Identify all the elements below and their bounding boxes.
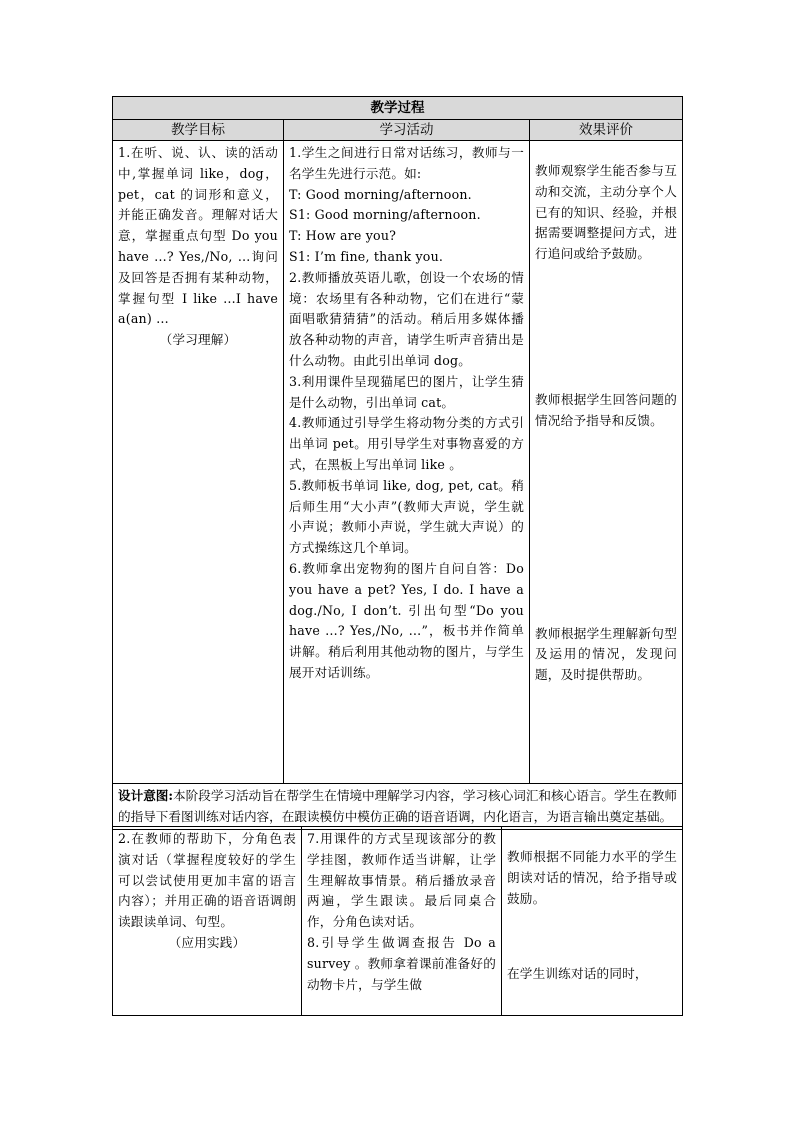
- dialogue-line: S1: Good morning/afternoon.: [289, 207, 481, 223]
- goal-text: 1.在听、说、认、读的活动中,掌握单词 like，dog，pet，cat 的词形和意义，并能正确发音。理解对话大意，掌握重点句型 Do you have …? Yes,/No, …询问及回答是否拥有某种动物，掌握句型 I like …I have a(an) …: [118, 145, 278, 327]
- evaluation-item: 教师观察学生能否参与互动和交流，主动分享个人已有的知识、经验，并根据需要调整提问方式，进行追问或给予鼓励。: [535, 163, 678, 262]
- evaluation-cell: [530, 141, 683, 784]
- goal-cell: [113, 141, 284, 784]
- header-activity: 学习活动: [284, 120, 530, 141]
- evaluation-item: 教师根据不同能力水平的学生朗读对话的情况，给予指导或鼓励。: [507, 849, 677, 906]
- activity-item: 7.用课件的方式呈现该部分的教学挂图，教师作适当讲解，让学生理解故事情景。稍后播放录音两遍，学生跟读。最后同桌合作，分角色读对话。: [307, 831, 496, 930]
- table-title: 教学过程: [113, 97, 683, 120]
- teaching-process-table-2: [112, 826, 683, 1016]
- activity-item: 6.教师拿出宠物狗的图片自问自答：Do you have a pet? Yes, I do. I have a dog./No, I don’t. 引出句型“Do you have …? Yes,/No, …”，板书并作简单讲解。稍后利用其他动物的图片，与学生展开对话训练。: [289, 560, 524, 680]
- dialogue-line: T: Good morning/afternoon.: [289, 186, 472, 202]
- goal-tag-2: （应用实践）: [168, 934, 246, 950]
- goal-cell-2: [113, 827, 302, 1016]
- dialogue-line: T: How are you?: [289, 228, 397, 244]
- activity-item: 5.教师板书单词 like, dog, pet, cat。稍后师生用“大小声”(教师大声说，学生就小声说；教师小声说，学生就大声说）的方式操练这几个单词。: [289, 477, 524, 556]
- evaluation-cell-2: [502, 827, 683, 1016]
- activity-item: 2.教师播放英语儿歌，创设一个农场的情境：农场里有各种动物，它们在进行“蒙面唱歌猜猜猜”的活动。稍后用多媒体播放各种动物的声音，请学生听声音猜出是什么动物。由此引出单词 dog。: [289, 269, 524, 368]
- goal-tag: （学习理解）: [159, 332, 237, 348]
- activity-item: 8.引导学生做调查报告 Do a survey 。教师拿着课前准备好的动物卡片，与学生做: [307, 934, 496, 992]
- header-goal: 教学目标: [113, 120, 284, 141]
- evaluation-item: 教师根据学生理解新句型及运用的情况，发现问题，及时提供帮助。: [535, 625, 678, 683]
- activity-item: 4.教师通过引导学生将动物分类的方式引出单词 pet。用引导学生对事物喜爱的方式，在黑板上写出单词 like 。: [289, 415, 524, 472]
- evaluation-item: 教师根据学生回答问题的情况给予指导和反馈。: [535, 391, 678, 428]
- header-evaluation: 效果评价: [530, 120, 683, 141]
- dialogue-line: S1: I’m fine, thank you.: [289, 248, 444, 264]
- goal-text-2: 2.在教师的帮助下，分角色表演对话（掌握程度较好的学生可以尝试使用更加丰富的语言内容）；并用正确的语音语调朗读跟读单词、句型。: [118, 831, 296, 930]
- teaching-process-table: [112, 96, 683, 830]
- design-intent-text: 本阶段学习活动旨在帮学生在情境中理解学习内容，学习核心词汇和核心语言。学生在教师的指导下看图训练对话内容，在跟读模仿中模仿正确的语音语调，内化语言，为语言输出奠定基础。: [118, 788, 678, 824]
- design-intent-label: 设计意图:: [118, 788, 174, 803]
- activity-cell: [284, 141, 530, 784]
- activity-item: 3.利用课件呈现猫尾巴的图片，让学生猜是什么动物，引出单词 cat。: [289, 373, 524, 410]
- activity-item: 1.学生之间进行日常对话练习，教师与一名学生先进行示范。如:: [289, 145, 524, 181]
- evaluation-item: 在学生训练对话的同时，: [507, 966, 648, 982]
- activity-cell-2: [302, 827, 502, 1016]
- design-intent-cell: [113, 784, 683, 830]
